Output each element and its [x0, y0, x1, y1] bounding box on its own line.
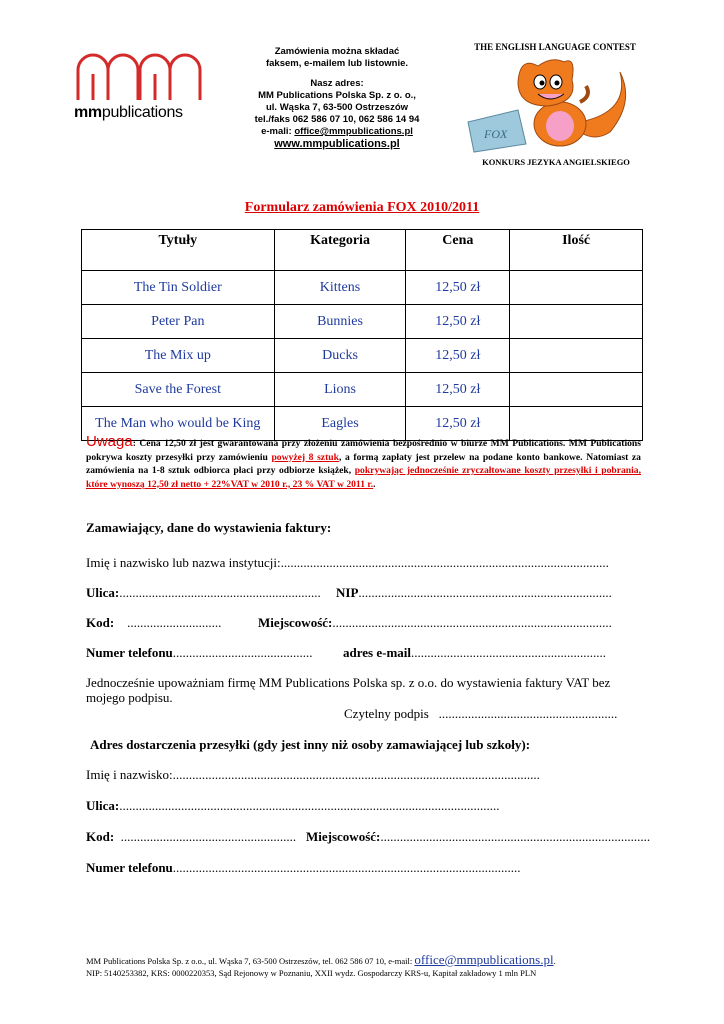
invoice-consent: Jednocześnie upoważniam firmę MM Publications Polska sp. z o.o. do wystawienia faktury VAT bez mojego podpisu.: [86, 675, 611, 705]
form-title: Formularz zamówienia FOX 2010/2011: [244, 200, 480, 215]
row-title: The Mix up: [82, 339, 275, 373]
ordering-nip-field[interactable]: NIP..............................................................................: [336, 585, 612, 600]
delivery-city-field[interactable]: Miejscowość:...................................................................................: [306, 829, 651, 844]
row-price: 12,50 zł: [406, 407, 510, 441]
contest-subtitle: KONKURS JEZYKA ANGIELSKIEGO: [482, 157, 630, 167]
mm-logo: [74, 52, 204, 102]
row-price: 12,50 zł: [406, 305, 510, 339]
price-note: Uwaga: Cena 12,50 zł jest gwarantowana przy złożeniu zamówienia bezpośrednio w biurze MM Publications. MM Publications pokrywa koszty przesyłki przy zamówieniu powyżej 8 sztuk, a formą zapłaty jest przelew na podane konto bankowe. Natomiast za zamówienia na 1-8 sztuk odbiorca płaci przy odbiorze książek, pokrywając jednocześnie zryczałtowane koszty przesyłki i pobrania, które wynoszą 12,50 zł netto + 22%VAT w 2010 r., 23 % VAT w 2011 r..: [86, 433, 641, 490]
quantity-field[interactable]: [510, 339, 643, 373]
delivery-street-field[interactable]: Ulica:.....................................................................................................................: [86, 798, 500, 813]
row-category: Eagles: [274, 407, 406, 441]
ordering-street-field[interactable]: Ulica:..............................................................: [86, 585, 321, 600]
row-price: 12,50 zł: [406, 271, 510, 305]
quantity-field[interactable]: [510, 373, 643, 407]
quantity-field[interactable]: [510, 305, 643, 339]
row-category: Kittens: [274, 271, 406, 305]
row-price: 12,50 zł: [406, 373, 510, 407]
delivery-code-field[interactable]: Kod: ......................................................: [86, 829, 297, 844]
delivery-name-field[interactable]: Imię i nazwisko:.................................................................................................................: [86, 767, 540, 782]
note-label: Uwaga: [86, 433, 133, 450]
ordering-heading: Zamawiający, dane do wystawienia faktury:: [86, 520, 332, 535]
row-category: Bunnies: [274, 305, 406, 339]
table-row: [82, 373, 643, 407]
footer: MM Publications Polska Sp. z o.o., ul. Wąska 7, 63-500 Ostrzeszów, tel. 062 586 07 10, e-mail: office@mmpublications.pl. NIP: 5140253382, KRS: 0000220353, Sąd Rejonowy w Poznaniu, XXII wydz. Gospodarczy KRS-u, Kapitał zakładowy 1 mln PLN: [86, 952, 556, 978]
col-header-category: Kategoria: [274, 230, 406, 271]
row-title: Peter Pan: [82, 305, 275, 339]
row-category: Ducks: [274, 339, 406, 373]
table-row: [82, 339, 643, 373]
header-email-link[interactable]: office@mmpublications.pl: [294, 126, 413, 137]
ordering-email-field[interactable]: adres e-mail............................................................: [343, 645, 606, 660]
ordering-city-field[interactable]: Miejscowość:......................................................................................: [258, 615, 612, 630]
row-title: The Man who would be King: [82, 407, 275, 441]
note-highlight-costs: pokrywając jednocześnie zryczałtowane koszty przesyłki i pobrania, które wynoszą 12,50 zł netto + 22%VAT w 2010 r., 23 % VAT w 2011 r.: [86, 465, 641, 490]
order-table: [81, 229, 643, 441]
fox-mascot: [460, 52, 640, 156]
signature-field[interactable]: Czytelny podpis .......................................................: [344, 706, 618, 721]
delivery-phone-field[interactable]: Numer telefonu...........................................................................................................: [86, 860, 521, 875]
website-link[interactable]: www.mmpublications.pl: [274, 138, 400, 150]
table-header-row: [82, 230, 643, 271]
contest-title: THE ENGLISH LANGUAGE CONTEST: [474, 42, 636, 52]
note-highlight-quantity: powyżej 8 sztuk: [271, 451, 339, 463]
row-title: Save the Forest: [82, 373, 275, 407]
col-header-quantity: Ilość: [510, 230, 643, 271]
col-header-price: Cena: [406, 230, 510, 271]
ordering-phone-field[interactable]: Numer telefonu...........................................: [86, 645, 313, 660]
delivery-heading: Adres dostarczenia przesyłki (gdy jest inny niż osoby zamawiającej lub szkoły):: [90, 737, 531, 752]
fox-book-label: FOX: [484, 127, 508, 141]
table-row: [82, 271, 643, 305]
quantity-field[interactable]: [510, 271, 643, 305]
ordering-code-field[interactable]: Kod: .............................: [86, 615, 222, 630]
row-category: Lions: [274, 373, 406, 407]
row-price: 12,50 zł: [406, 339, 510, 373]
header-contact: Zamówienia można składać faksem, e-mailem lub listownie. Nasz adres: MM Publications Polska Sp. z o. o., ul. Wąska 7, 63-500 Ostrzeszów tel./faks 062 586 07 10, 062 586 14 94 e-mali: office@mmpublications.pl www.mmpublications.pl: [254, 46, 420, 150]
row-title: The Tin Soldier: [82, 271, 275, 305]
ordering-name-field[interactable]: Imię i nazwisko lub nazwa instytucji:.....................................................................................................: [86, 555, 609, 570]
footer-email-link[interactable]: office@mmpublications.pl: [414, 952, 554, 967]
logo-wordmark: mmpublications: [74, 104, 183, 121]
col-header-title: Tytuły: [82, 230, 275, 271]
table-row: [82, 305, 643, 339]
